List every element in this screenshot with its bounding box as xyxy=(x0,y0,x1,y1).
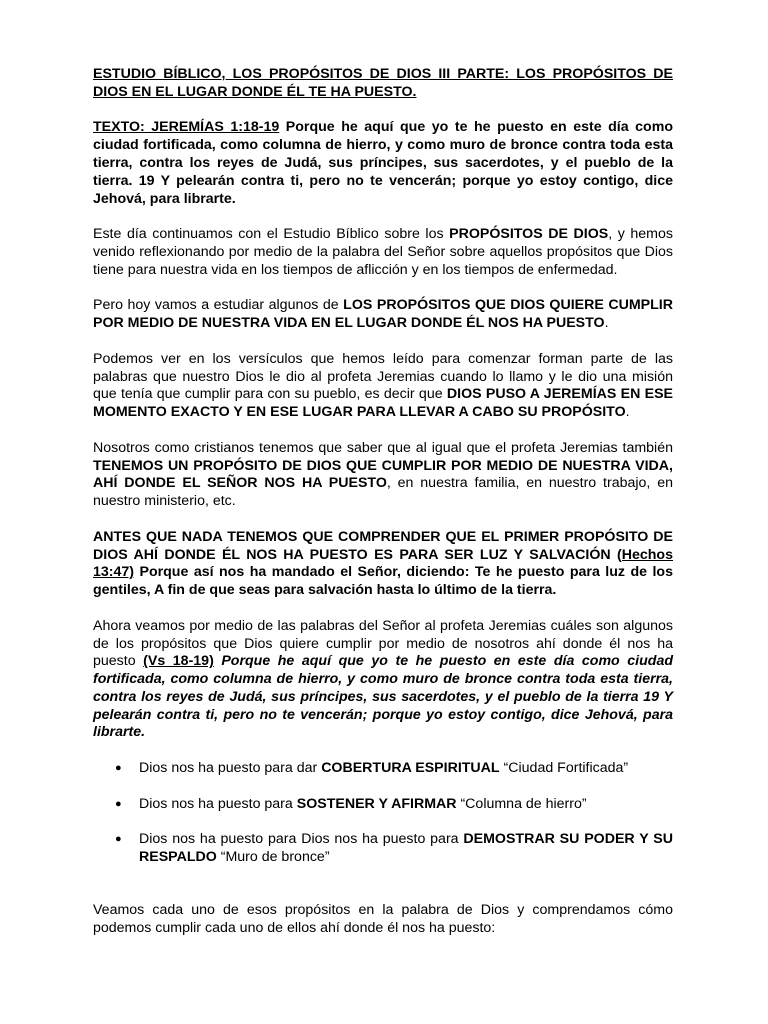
p5-reference: (Hechos 13:47) xyxy=(93,546,673,581)
p4-text-c: , en nuestra familia, en nuestro trabajo, en nuestro ministerio, etc. xyxy=(93,475,673,510)
p6-reference: (Vs 18-19) xyxy=(143,653,214,670)
p5-bold: ANTES QUE NADA TENEMOS QUE COMPRENDER QUE EL PRIMER PROPÓSITO DE DIOS AHÍ DONDE ÉL NOS HA PUESTO ES PARA SER LUZ Y SALVACIÓN xyxy=(93,528,673,563)
p1-text-a: Este día continuamos con el Estudio Bíblico sobre los xyxy=(93,226,450,243)
p1-bold: PROPÓSITOS DE DIOS xyxy=(449,226,609,243)
texto-paragraph xyxy=(93,119,673,208)
bullet-2-quote: “Columna de hierro” xyxy=(456,795,587,812)
document-title: ESTUDIO BÍBLICO, LOS PROPÓSITOS DE DIOS III PARTE: LOS PROPÓSITOS DE DIOS EN EL LUGAR DONDE ÉL TE HA PUESTO. xyxy=(93,66,673,100)
bullet-1-text: Dios nos ha puesto para dar xyxy=(139,760,322,777)
p3-text-a: Podemos ver en los versículos que hemos leído para comenzar forman parte de las palabras que nuestro Dios le dio al profeta Jeremias cuando lo llamo y le dio una misión que tenía que cumplir para con su pueblo, es decir que xyxy=(93,350,673,403)
bullet-3-text: Dios nos ha puesto para Dios nos ha puesto para xyxy=(139,831,464,848)
p4-bold: TENEMOS UN PROPÓSITO DE DIOS QUE CUMPLIR POR MEDIO DE NUESTRA VIDA, AHÍ DONDE EL SEÑOR NOS HA PUESTO xyxy=(93,457,673,492)
bullet-3-quote: “Muro de bronce” xyxy=(216,849,330,866)
bullet-1-bold: COBERTURA ESPIRITUAL xyxy=(321,760,500,777)
texto-reference: TEXTO: JEREMÍAS 1:18-19 xyxy=(93,119,280,136)
p6-verse: Porque he aquí que yo te he puesto en este día como ciudad fortificada, como columna de hierro, y como muro de bronce contra toda esta tierra, contra los reyes de Judá, sus príncipes, sus sacerdotes, y el pueblo de la tierra 19 Y pelearán contra ti, pero no te vencerán; porque yo estoy contigo, dice Jehová, para librarte. xyxy=(93,653,673,741)
p3-bold: DIOS PUSO A JEREMÍAS EN ESE MOMENTO EXACTO Y EN ESE LUGAR PARA LLEVAR A CABO SU PROPÓSITO xyxy=(93,386,673,421)
p2-text-c: . xyxy=(604,315,609,332)
paragraph-3 xyxy=(93,351,673,422)
paragraph-4 xyxy=(93,440,673,511)
paragraph-1 xyxy=(93,226,673,279)
p6-text-a: Ahora veamos por medio de las palabras del Señor al profeta Jeremias cuáles son algunos de los propósitos que Dios quiere cumplir por medio de nosotros ahí donde él nos ha puesto xyxy=(93,617,673,670)
paragraph-2 xyxy=(93,297,673,333)
p5-verse: Porque así nos ha mandado el Señor, diciendo: Te he puesto para luz de los gentiles, A fin de que seas para salvación hasta lo último de la tierra. xyxy=(93,564,673,599)
list-item xyxy=(139,760,673,778)
p3-text-c: . xyxy=(625,404,630,421)
texto-verse: Porque he aquí que yo te he puesto en este día como ciudad fortificada, como columna de hierro, y como muro de bronce contra toda esta tierra, contra los reyes de Judá, sus príncipes, sus sacerdotes, y el pueblo de la tierra. 19 Y pelearán contra ti, pero no te vencerán; porque yo estoy contigo, dice Jehová, para librarte. xyxy=(93,119,674,207)
bullet-2-bold: SOSTENER Y AFIRMAR xyxy=(296,795,457,812)
paragraph-7: Veamos cada uno de esos propósitos en la palabra de Dios y comprendamos cómo podemos cumplir cada uno de ellos ahí donde él nos ha puesto: xyxy=(93,902,673,937)
list-item xyxy=(139,831,673,867)
spacer xyxy=(93,885,673,903)
purposes-list xyxy=(93,760,673,867)
p4-text-a: Nosotros como cristianos tenemos que saber que al igual que el profeta Jeremias también xyxy=(93,439,673,456)
list-item xyxy=(139,796,673,814)
document-page xyxy=(93,66,673,956)
bullet-1-quote: “Ciudad Fortificada” xyxy=(499,760,629,777)
paragraph-6 xyxy=(93,618,673,743)
bullet-3-bold: DEMOSTRAR SU PODER Y SU RESPALDO xyxy=(139,831,673,866)
bullet-2-text: Dios nos ha puesto para xyxy=(139,795,297,812)
p2-bold: LOS PROPÓSITOS QUE DIOS QUIERE CUMPLIR POR MEDIO DE NUESTRA VIDA EN EL LUGAR DONDE ÉL NOS HA PUESTO xyxy=(93,297,673,332)
paragraph-5 xyxy=(93,529,673,600)
p1-text-c: , y hemos venido reflexionando por medio de la palabra del Señor sobre aquellos propósitos que Dios tiene para nuestra vida en los tiempos de aflicción y en los tiempos de enfermedad. xyxy=(93,226,673,278)
p2-text-a: Pero hoy vamos a estudiar algunos de xyxy=(93,297,344,314)
